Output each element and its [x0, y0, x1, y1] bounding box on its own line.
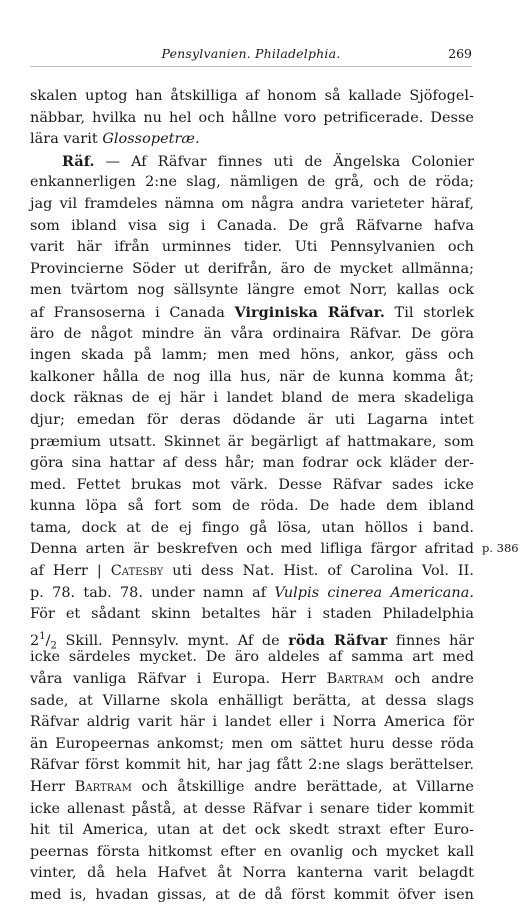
text-line: äro de något mindre än våra ordinaira Räfvar. De göra — [30, 325, 474, 342]
text-line: af Fransoserna i Canada Virginiska Räfvar. Til storlek — [30, 303, 475, 321]
margin-page-reference: p. 386 — [482, 541, 519, 555]
author-name: Catesby — [110, 563, 164, 580]
text-line: Räfvar aldrig varit här i landet eller i Norra America för — [30, 714, 474, 731]
text-line: icke särdeles mycket. De äro aldeles af samma art med — [30, 649, 474, 666]
text-line: med. Fettet brukas mot värk. Desse Räfvar sades icke — [30, 476, 474, 493]
text-line: peernas första hitkomst efter en ovanlig och mycket kall — [30, 843, 474, 860]
text-line: tama, dock at de ej fingo gå lösa, utan höllos i band. — [30, 519, 474, 536]
text-line: men tvärtom nog sällsynte längre emot Norr, kallas ock — [30, 282, 474, 299]
text-line: præmium utsatt. Skinnet är begärligt af hattmakare, som — [30, 433, 474, 450]
text-line: djur; emedan för deras dödande är uti Lagarna intet — [30, 411, 474, 428]
bold-term: Virginiska Räfvar. — [234, 303, 385, 321]
text-line: skalen uptog han åtskilliga af honom så kallade Sjöfogel- — [30, 88, 474, 104]
text-line: våra vanliga Räfvar i Europa. Herr Bartram och andre — [30, 671, 474, 688]
text-line: dock räknas de ej här i landet bland de mera skadeliga — [30, 390, 474, 407]
page-number: 269 — [448, 46, 472, 61]
latin-term: Glossopetræ. — [102, 131, 200, 148]
author-name: Bartram — [74, 779, 132, 795]
author-name: Bartram — [326, 671, 384, 688]
text-line: kalkoner hålla de nog illa hus, när de kunna komma åt; — [30, 368, 474, 385]
text-line: hit til America, utan at det ock skedt straxt efter Euro- — [30, 822, 474, 839]
text-line: af Herr | Catesby uti dess Nat. Hist. of Carolina Vol. II. — [30, 563, 474, 580]
section-heading: Räf. — [62, 152, 95, 170]
text-line: jag vil framdeles nämna om några andra varieteter häraf, — [30, 195, 474, 212]
text-line: näbbar, hvilka nu hel och hållne voro petrificerade. Desse — [30, 109, 474, 126]
text-line: vinter, då hela Hafvet åt Norra kanterna varit belagdt — [30, 865, 474, 882]
text-line: med is, hvadan gissas, at de då först kommit öfver isen — [30, 886, 474, 903]
text-line: icke allenast påstå, at desse Räfvar i senare tider kommit — [30, 800, 474, 817]
text-line: För et sådant skinn betaltes här i staden Philadelphia — [30, 606, 474, 623]
bold-term: röda Räfvar — [288, 631, 388, 649]
text-line: $2^1/_2$ Skill. Pennsylv. mynt. Af de röda Räfvar finnes här — [30, 630, 475, 652]
text-line: ingen skada på lamm; men med höns, ankor, gäss och — [30, 347, 474, 364]
running-title: Pensylvanien. Philadelphia. — [161, 46, 341, 61]
text-line: göra sina hattar af dess hår; man fodrar ock kläder der- — [30, 455, 474, 472]
text-line: som ibland visa sig i Canada. De grå Räfvarne hafva — [30, 217, 474, 234]
text-line: sade, at Villarne skola enhälligt berätta, at dessa slags — [30, 692, 474, 709]
text-line: lära varit Glossopetræ. — [30, 131, 200, 148]
text-line: än Europeernas ankomst; men om sättet huru desse röda — [30, 735, 474, 752]
text-line: Provincierne Söder ut derifrån, äro de mycket allmänna; — [30, 260, 474, 277]
latin-term: Vulpis cinerea Americana. — [274, 584, 474, 601]
text-line: enkannerligen 2:ne slag, nämligen de grå, och de röda; — [30, 174, 474, 191]
running-head — [30, 44, 472, 67]
text-line: varit här ifrån urminnes tider. Uti Pennsylvanien och — [30, 239, 474, 256]
text-line: Räf. — Af Räfvar finnes uti de Ängelska Colonier — [62, 152, 474, 170]
body-text — [30, 86, 474, 907]
text-line: Herr Bartram och åtskillige andre berättade, at Villarne — [30, 779, 475, 795]
text-line: kunna löpa så fort som de röda. De hade dem ibland — [30, 498, 474, 515]
text-line: Denna arten är beskrefven och med lifliga färgor afritad — [30, 541, 474, 558]
text-line: p. 78. tab. 78. under namn af Vulpis cinerea Americana. — [30, 584, 474, 601]
text-line: Räfvar först kommit hit, har jag fått 2:ne slags berättelser. — [30, 757, 474, 774]
